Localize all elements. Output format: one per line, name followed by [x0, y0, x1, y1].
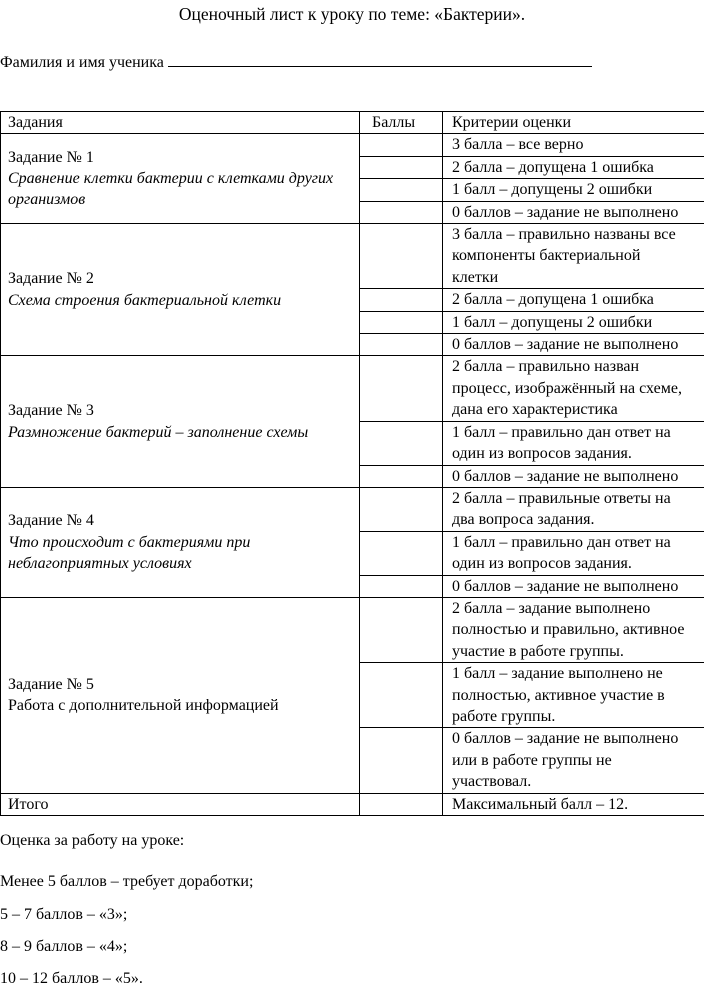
student-name-field[interactable]	[168, 52, 592, 67]
criteria-cell	[443, 663, 704, 728]
criteria-line: 0 баллов – задание не выполнено	[452, 467, 679, 485]
points-cell[interactable]	[360, 597, 443, 662]
criteria-cell	[443, 334, 704, 356]
criteria-cell	[443, 356, 704, 421]
criteria-line: 2 балла – допущена 1 ошибка	[452, 291, 654, 309]
points-cell[interactable]	[360, 289, 443, 311]
task-cell	[1, 487, 360, 597]
task-name: Задание № 3	[8, 402, 94, 420]
points-cell[interactable]	[360, 487, 443, 531]
table-row	[1, 134, 704, 156]
criteria-line: 2 балла – допущена 1 ошибка	[452, 158, 654, 176]
points-cell[interactable]	[360, 134, 443, 156]
grading-heading: Оценка за работу на уроке:	[0, 832, 185, 849]
points-cell[interactable]	[360, 663, 443, 728]
student-name-label: Фамилия и имя ученика	[0, 54, 164, 71]
grading-line: 10 – 12 баллов – «5».	[0, 970, 143, 987]
total-points-cell[interactable]	[360, 793, 443, 815]
task-cell	[1, 224, 360, 356]
criteria-line: 0 баллов – задание не выполнено	[452, 577, 679, 595]
criteria-line: два вопроса задания.	[452, 511, 595, 529]
points-cell[interactable]	[360, 728, 443, 793]
criteria-line: 1 балл – правильно дан ответ на	[452, 423, 671, 441]
points-cell[interactable]	[360, 156, 443, 178]
points-cell[interactable]	[360, 201, 443, 223]
table-body	[1, 134, 704, 816]
total-row	[1, 793, 704, 815]
header-points: Баллы	[360, 112, 443, 134]
criteria-line: 0 баллов – задание не выполнено	[452, 203, 679, 221]
criteria-line: 1 балл – правильно дан ответ на	[452, 533, 671, 551]
criteria-line: полностью и правильно, активное	[452, 621, 685, 639]
table-row	[1, 597, 704, 662]
criteria-line: 2 балла – правильно назван	[452, 358, 640, 376]
points-cell[interactable]	[360, 531, 443, 575]
assessment-table	[0, 111, 704, 816]
criteria-line: клетки	[452, 268, 499, 286]
points-cell[interactable]	[360, 465, 443, 487]
criteria-cell	[443, 311, 704, 333]
criteria-line: полностью, активное участие в	[452, 686, 665, 704]
criteria-line: участие в работе группы.	[452, 642, 624, 660]
criteria-cell	[443, 179, 704, 201]
criteria-line: один из вопросов задания.	[452, 555, 632, 573]
student-name-line	[0, 52, 592, 72]
criteria-cell	[443, 156, 704, 178]
table-row	[1, 356, 704, 421]
criteria-cell	[443, 134, 704, 156]
table-row	[1, 224, 704, 289]
criteria-line: 0 баллов – задание не выполнено	[452, 730, 679, 748]
task-cell	[1, 597, 360, 793]
criteria-line: 2 балла – правильные ответы на	[452, 489, 671, 507]
task-description: Размножение бактерий – заполнение схемы	[8, 423, 309, 441]
page-title: Оценочный лист к уроку по теме: «Бактерии».	[178, 4, 526, 24]
table-row	[1, 487, 704, 531]
table-header-row	[1, 112, 704, 134]
criteria-line: работе группы.	[452, 707, 556, 725]
criteria-line: 1 балл – допущены 2 ошибки	[452, 181, 653, 199]
header-criteria: Критерии оценки	[443, 112, 704, 134]
task-description: Что происходит с бактериями при неблагоприятных условиях	[8, 533, 251, 573]
task-name: Задание № 4	[8, 512, 94, 530]
total-criteria: Максимальный балл – 12.	[443, 793, 704, 815]
criteria-cell	[443, 597, 704, 662]
grading-line: 8 – 9 баллов – «4»;	[0, 938, 128, 955]
grading-line: 5 – 7 баллов – «3»;	[0, 906, 128, 923]
criteria-line: компоненты бактериальной	[452, 247, 641, 265]
criteria-line: участвовал.	[452, 773, 532, 791]
task-description: Работа с дополнительной информацией	[8, 697, 279, 715]
criteria-line: процесс, изображённый на схеме,	[452, 379, 682, 397]
criteria-line: один из вопросов задания.	[452, 445, 632, 463]
points-cell[interactable]	[360, 421, 443, 465]
criteria-cell	[443, 728, 704, 793]
criteria-line: 3 балла – правильно названы все	[452, 226, 676, 244]
task-name: Задание № 2	[8, 270, 94, 288]
criteria-line: 0 баллов – задание не выполнено	[452, 336, 679, 354]
criteria-line: 1 балл – допущены 2 ошибки	[452, 313, 653, 331]
criteria-line: 1 балл – задание выполнено не	[452, 665, 663, 683]
task-description: Схема строения бактериальной клетки	[8, 291, 282, 309]
points-cell[interactable]	[360, 575, 443, 597]
criteria-line: 2 балла – задание выполнено	[452, 599, 651, 617]
criteria-line: 3 балла – все верно	[452, 136, 584, 154]
criteria-cell	[443, 465, 704, 487]
header-tasks: Задания	[1, 112, 360, 134]
points-cell[interactable]	[360, 356, 443, 421]
task-name: Задание № 1	[8, 148, 94, 166]
task-cell	[1, 356, 360, 487]
criteria-cell	[443, 421, 704, 465]
task-name: Задание № 5	[8, 675, 94, 693]
points-cell[interactable]	[360, 334, 443, 356]
criteria-cell	[443, 575, 704, 597]
points-cell[interactable]	[360, 311, 443, 333]
criteria-cell	[443, 201, 704, 223]
criteria-cell	[443, 289, 704, 311]
criteria-cell	[443, 487, 704, 531]
points-cell[interactable]	[360, 179, 443, 201]
total-label: Итого	[1, 793, 360, 815]
task-description: Сравнение клетки бактерии с клетками других организмов	[8, 170, 334, 209]
criteria-cell	[443, 531, 704, 575]
criteria-cell	[443, 224, 704, 289]
points-cell[interactable]	[360, 224, 443, 289]
task-cell	[1, 134, 360, 224]
grading-line: Менее 5 баллов – требует доработки;	[0, 873, 254, 890]
criteria-line: или в работе группы не	[452, 751, 612, 769]
criteria-line: дана его характеристика	[452, 401, 618, 419]
